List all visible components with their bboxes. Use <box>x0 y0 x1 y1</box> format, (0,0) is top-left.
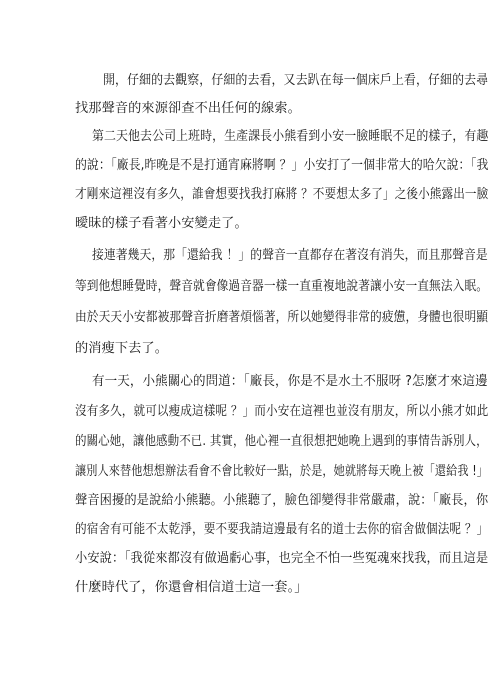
text-line: 的消瘦下去了。 <box>75 341 169 356</box>
text-line: 的說：「廠長,昨晚是不是打通宵麻將啊 ？」小安打了一個非常大的哈欠說：「我 <box>75 158 489 173</box>
text-line: 沒有多久，就可以瘦成這樣呢 ？」而小安在這裡也並沒有朋友，所以小熊才如此 <box>75 404 489 419</box>
text-line: 聲音困擾的是說給小熊聽。小熊聽了，臉色卻變得非常嚴肅，說：「廠長，你 <box>75 493 489 508</box>
text-line: 第二天他去公司上班時，生產課長小熊看到小安一臉睡眠不足的樣子，有趣 <box>92 129 489 144</box>
text-line: 接連著幾天，那「還給我 ！」的聲音一直都存在著沒有消失，而且那聲音是 <box>92 248 488 263</box>
text-line: 讓別人來替他想想辦法看會不會比較好一點，於是，她就將每天晚上被「還給我 !」 <box>75 464 489 479</box>
text-line: 有一天，小熊關心的問道：「廠長，你是不是水土不服呀 ?怎麼才來這邊 <box>92 374 488 389</box>
text-line: 曖昧的樣子看著小安變走了。 <box>75 216 248 231</box>
text-line: 小安說：「我從來都沒有做過虧心事，也完全不怕一些冤魂來找我，而且這是 <box>75 551 489 566</box>
text-line: 的關心她，讓他感動不已. 其實，他心裡一直很想把她晚上遇到的事情告訴別人， <box>75 434 488 449</box>
text-line: 由於天天小安都被那聲音折磨著煩惱著，所以她變得非常的疲憊，身體也很明顯 <box>75 310 489 325</box>
text-line: 等到他想睡覺時，聲音就會像過音器一樣一直重複地說著讓小安一直無法入眠。 <box>75 279 489 294</box>
text-line: 什麼時代了，你還會相信道士這一套。」 <box>75 580 308 595</box>
text-line: 的宿舍有可能不太乾淨，要不要我請這邊最有名的道士去你的宿舍做個法呢 ？」 <box>75 522 489 537</box>
text-line: 找那聲音的來源卻查不出任何的線索。 <box>75 101 301 116</box>
text-line: 才剛來這裡沒有多久，誰會想要找我打麻將 ？不要想太多了」之後小熊露出一臉 <box>75 187 489 202</box>
text-line: 開，仔細的去觀察，仔細的去看，又去趴在每一個床戶上看，仔細的去尋 <box>103 73 489 88</box>
